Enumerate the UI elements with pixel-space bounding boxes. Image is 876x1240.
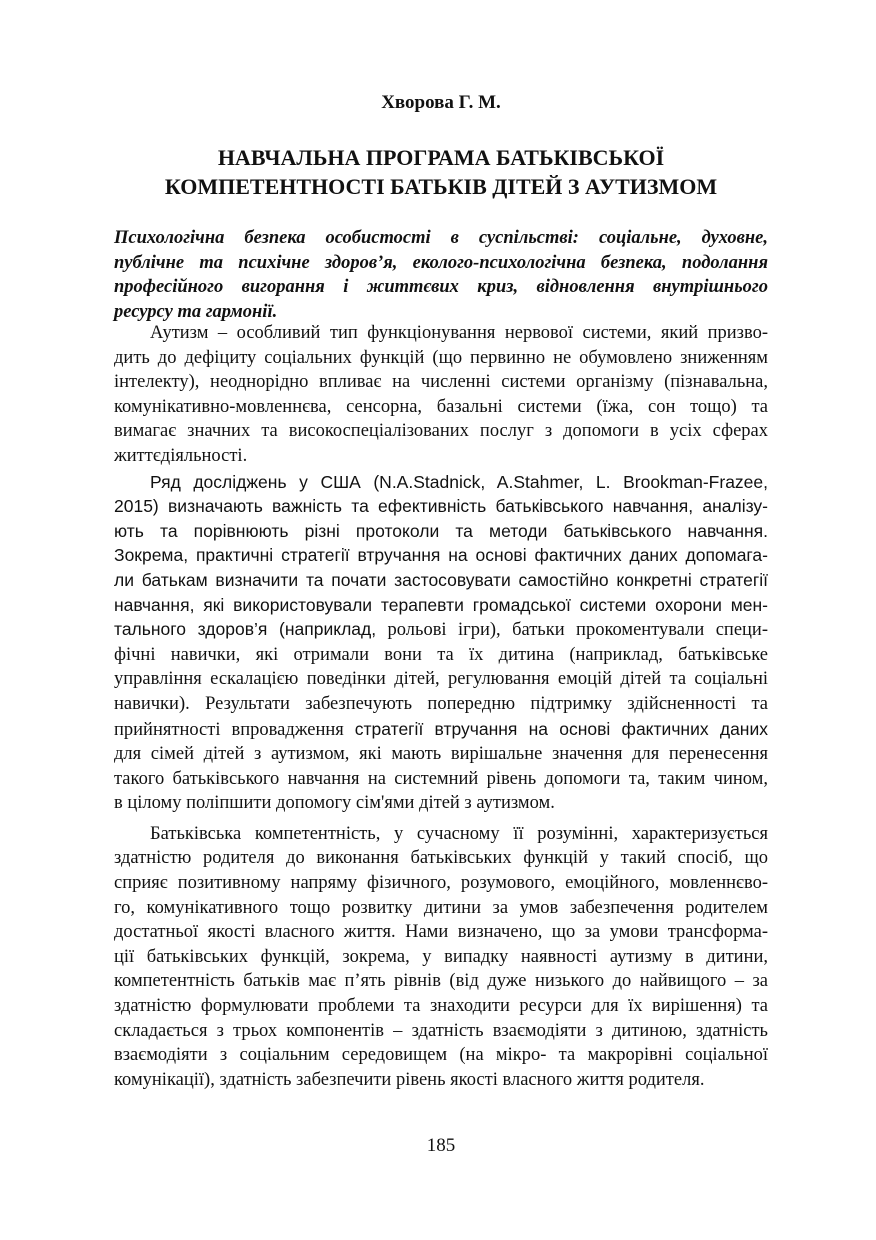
text-line: Зокрема, практичні стратегії втручання на основі фактичних даних допомага- (114, 545, 768, 566)
text-line: навчання, які використовували терапевти громадської системи охорони мен- (114, 594, 768, 615)
article-body (114, 321, 768, 1092)
title-line: НАВЧАЛЬНА ПРОГРАМА БАТЬКІВСЬКОЇ (217, 145, 665, 170)
text-line: навички). Результати забезпечують попередню підтримку здійсненності та (114, 693, 768, 714)
section-topic (114, 226, 768, 324)
text-line: в цілому поліпшити допомогу сім'ями дітей з аутизмом. (114, 793, 555, 814)
text-line: ції батьківських функцій, зокрема, у випадку наявності аутизму в дитини, (114, 946, 768, 967)
text-fragment: рольові ігри), батьки прокоментували специ- (376, 620, 768, 641)
paragraph-usa-research (114, 470, 768, 816)
text-line: здатністю родителя до виконання батьківських функцій у такий спосіб, що (114, 848, 768, 869)
text-line: достатньої якості власного життя. Нами визначено, що за умови трансформа- (114, 922, 768, 943)
text-line-mixed (114, 617, 768, 643)
title-line: КОМПЕТЕНТНОСТІ БАТЬКІВ ДІТЕЙ З АУТИЗМОМ (164, 174, 718, 199)
text-line: Ряд досліджень у США (N.A.Stadnick, A.Stahmer, L. Brookman-Frazee, (150, 471, 768, 492)
topic-line: публічне та психічне здоров’я, еколого-психологічна безпека, подолання (114, 252, 768, 273)
text-fragment: прийнятності впровадження (114, 719, 355, 740)
text-line: здатністю формулювати проблеми та знаходити ресурси для їх вирішення) та (114, 996, 768, 1017)
text-line: життєдіяльності. (114, 445, 248, 466)
text-line: Аутизм – особливий тип функціонування нервової системи, який призво- (150, 323, 768, 343)
text-line: го, комунікативного тощо розвитку дитини за умов забезпечення родителем (114, 897, 768, 918)
article-title (114, 143, 768, 201)
text-line: компетентність батьків має п’ять рівнів (від дуже низького до найвищого – за (114, 971, 768, 992)
text-line: 2015) визначають важність та ефективність батьківського навчання, аналізу- (114, 496, 768, 517)
text-line: управління ескалацією поведінки дітей, регулювання емоцій дітей та соціальні (114, 669, 768, 690)
text-line: складається з трьох компонентів – здатність взаємодіяти з дитиною, здатність (114, 1020, 768, 1041)
topic-line: ресурсу та гармонії. (114, 301, 278, 322)
text-line-mixed (114, 717, 768, 743)
text-fragment: тального здоров’я (наприклад, (114, 619, 377, 640)
paragraph-autism-definition (114, 321, 768, 469)
paragraph-parental-competence (114, 822, 768, 1093)
text-line: для сімей дітей з аутизмом, які мають вирішальне значення для перенесення (114, 744, 768, 765)
text-line: інтелекту), неоднорідно впливає на численні системи організму (пізнавальна, (114, 372, 768, 393)
text-line: ють та порівнюють різні протоколи та методи батьківського навчання. (114, 520, 768, 541)
topic-line: професійного вигорання і життєвих криз, відновлення внутрішнього (114, 277, 768, 297)
text-line: ли батькам визначити та почати застосовувати самостійно конкретні стратегії (114, 569, 768, 590)
author-name: Хворова Г. М. (381, 92, 501, 113)
topic-line: Психологічна безпека особистості в суспільстві: соціальне, духовне, (114, 228, 768, 248)
text-line: сприяє позитивному напряму фізичного, розумового, емоційного, мовленнєво- (114, 873, 768, 894)
text-line: вимагає значних та високоспеціалізованих послуг з допомоги в усіх сферах (114, 421, 768, 442)
page-number: 185 (426, 1135, 456, 1156)
text-line: Батьківська компетентність, у сучасному її розумінні, характеризується (150, 823, 768, 844)
text-line: комунікативно-мовленнєва, сенсорна, базальні системи (їжа, сон тощо) та (114, 396, 768, 417)
text-fragment: стратегії втручання на основі фактичних даних (354, 718, 768, 739)
text-line: комунікації), здатність забезпечити рівень якості власного життя родителя. (114, 1069, 705, 1090)
text-line: дить до дефіциту соціальних функцій (що первинно не обумовлено зниженням (114, 347, 768, 368)
text-line: взаємодіяти з соціальним середовищем (на мікро- та макрорівні соціальної (114, 1045, 768, 1066)
text-line: такого батьківського навчання на системний рівень допомоги та, таким чином, (114, 768, 768, 789)
text-line: фічні навички, які отримали вони та їх дитина (наприклад, батьківське (114, 644, 768, 665)
